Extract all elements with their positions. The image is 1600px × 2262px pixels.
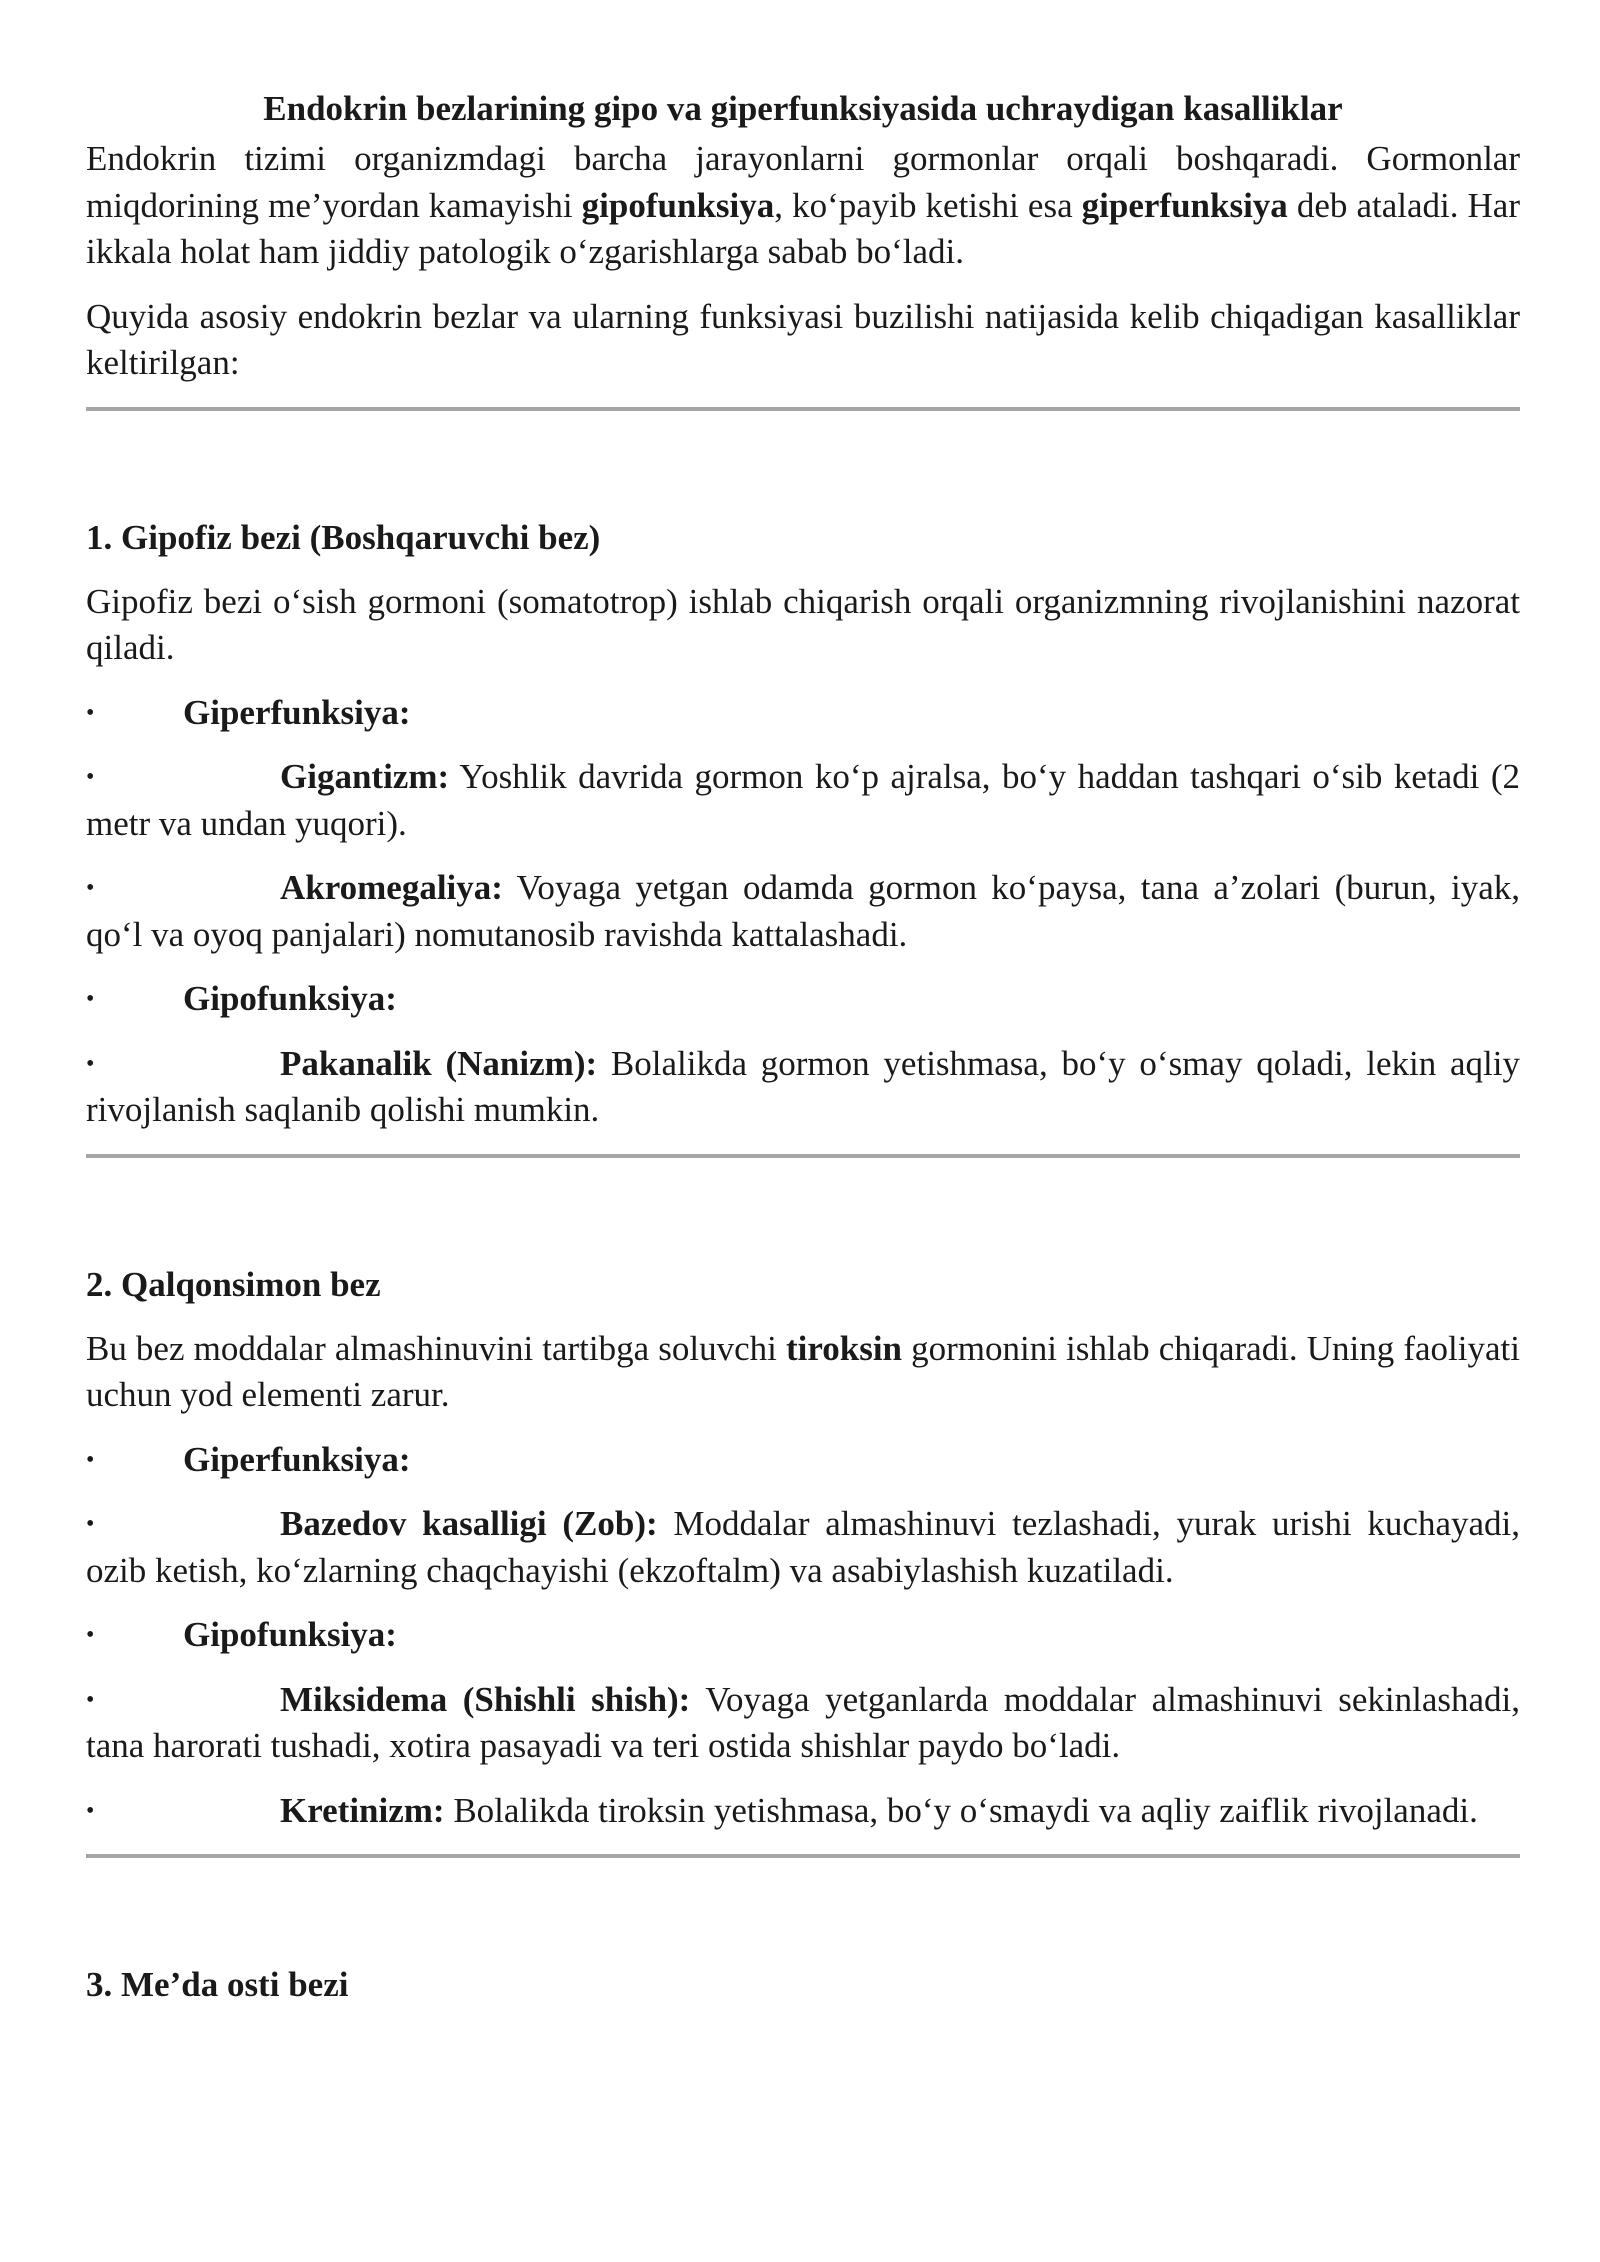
list-item-hyper-label: [86, 1437, 1520, 1484]
term-description: Bolalikda tiroksin yetishmasa, bo‘y o‘smaydi va aqliy zaiflik rivojlanadi.: [444, 1790, 1478, 1830]
section-divider: [86, 1154, 1520, 1158]
term: Gigantizm:: [280, 757, 450, 796]
description-text: gormonini ishlab chiqaradi. Uning faoliyati uchun yod elementi zarur.: [86, 1328, 1520, 1414]
subheading: Giperfunksiya:: [183, 692, 411, 732]
section-divider: [86, 407, 1520, 411]
term-description: Voyaga yetganlarda moddalar almashinuvi sekinlashadi, tana harorati tushadi, xotira pasayadi va teri ostida shishlar paydo bo‘ladi.: [86, 1679, 1520, 1765]
description-text: Bu bez moddalar almashinuvini tartibga soluvchi: [86, 1328, 786, 1368]
subheading: Gipofunksiya:: [183, 979, 397, 1018]
intro-paragraph-2: Quyida asosiy endokrin bezlar va ularning funksiyasi buzilishi natijasida kelib chiqadigan kasalliklar keltirilgan:: [86, 296, 1520, 382]
list-item-hyper-label: [86, 690, 1520, 737]
section-meda-osti: [86, 1962, 1520, 2008]
list-item: [86, 1041, 1520, 1134]
bullet-icon: •: [86, 1446, 95, 1473]
document-page: [86, 86, 1520, 2026]
intro-text: Endokrin tizimi organizmdagi barcha jarayonlarni gormonlar orqali boshqaradi. Gormonlar miqdorining me’yordan kamayishi: [86, 139, 1520, 225]
term-gipofunksiya: gipofunksiya: [581, 185, 775, 225]
term-description: Voyaga yetgan odamda gormon ko‘paysa, tana a’zolari (burun, iyak, qo‘l va oyoq panjalari) nomutanosib ravishda kattalashadi.: [86, 868, 1520, 954]
bullet-icon: •: [86, 875, 95, 901]
term: Kretinizm:: [280, 1790, 445, 1830]
subheading: Gipofunksiya:: [183, 1615, 397, 1654]
section-description: Gipofiz bezi o‘sish gormoni (somatotrop) ishlab chiqarish orqali organizmning rivojlanishini nazorat qiladi.: [86, 581, 1520, 667]
section-description: [86, 1326, 1520, 1419]
intro-paragraph-1: [86, 136, 1520, 276]
term: Akromegaliya:: [280, 868, 503, 907]
list-item: [86, 1677, 1520, 1770]
intro-text: deb ataladi. Har ikkala holat ham jiddiy patologik o‘zgarishlarga sabab bo‘ladi.: [86, 185, 1520, 271]
bullet-icon: •: [86, 699, 95, 726]
list-item: [86, 865, 1520, 958]
bullet-icon: •: [86, 1511, 95, 1537]
list-item-hypo-label: [86, 1612, 1520, 1659]
bullet-icon: •: [86, 1050, 95, 1077]
list-item: [86, 1788, 1520, 1835]
section-heading: 2. Qalqonsimon bez: [86, 1264, 381, 1304]
section-heading: 1. Gipofiz bezi (Boshqaruvchi bez): [86, 517, 601, 557]
bullet-icon: •: [86, 764, 95, 790]
section-qalqonsimon: [86, 1262, 1520, 1859]
term-description: Bolalikda gormon yetishmasa, bo‘y o‘smay qoladi, lekin aqliy rivojlanish saqlanib qolishi mumkin.: [86, 1043, 1520, 1129]
list-item-hypo-label: [86, 976, 1520, 1023]
section-divider: [86, 1854, 1520, 1858]
bullet-icon: •: [86, 986, 95, 1012]
term: Miksidema (Shishli shish):: [280, 1679, 691, 1719]
list-item: [86, 754, 1520, 847]
term-description: Moddalar almashinuvi tezlashadi, yurak urishi kuchayadi, ozib ketish, ko‘zlarning chaqchayishi (ekzoftalm) va asabiylashish kuzatiladi.: [86, 1504, 1520, 1590]
document-title: Endokrin bezlarining gipo va giperfunksiyasida uchraydigan kasalliklar: [263, 89, 1343, 128]
section-gipofiz: [86, 515, 1520, 1158]
bullet-icon: •: [86, 1622, 95, 1648]
list-item: [86, 1501, 1520, 1594]
term: Pakanalik (Nanizm):: [280, 1043, 598, 1083]
term: Bazedov kasalligi (Zob):: [280, 1504, 658, 1543]
intro-text: , ko‘payib ketishi esa: [774, 185, 1082, 225]
bullet-icon: •: [86, 1797, 95, 1824]
bullet-icon: •: [86, 1686, 95, 1713]
term-description: Yoshlik davrida gormon ko‘p ajralsa, bo‘y haddan tashqari o‘sib ketadi (2 metr va undan yuqori).: [86, 757, 1520, 843]
term-tiroksin: tiroksin: [785, 1328, 903, 1368]
subheading: Giperfunksiya:: [183, 1439, 411, 1479]
section-heading: 3. Me’da osti bezi: [86, 1965, 349, 2004]
term-giperfunksiya: giperfunksiya: [1081, 185, 1288, 225]
